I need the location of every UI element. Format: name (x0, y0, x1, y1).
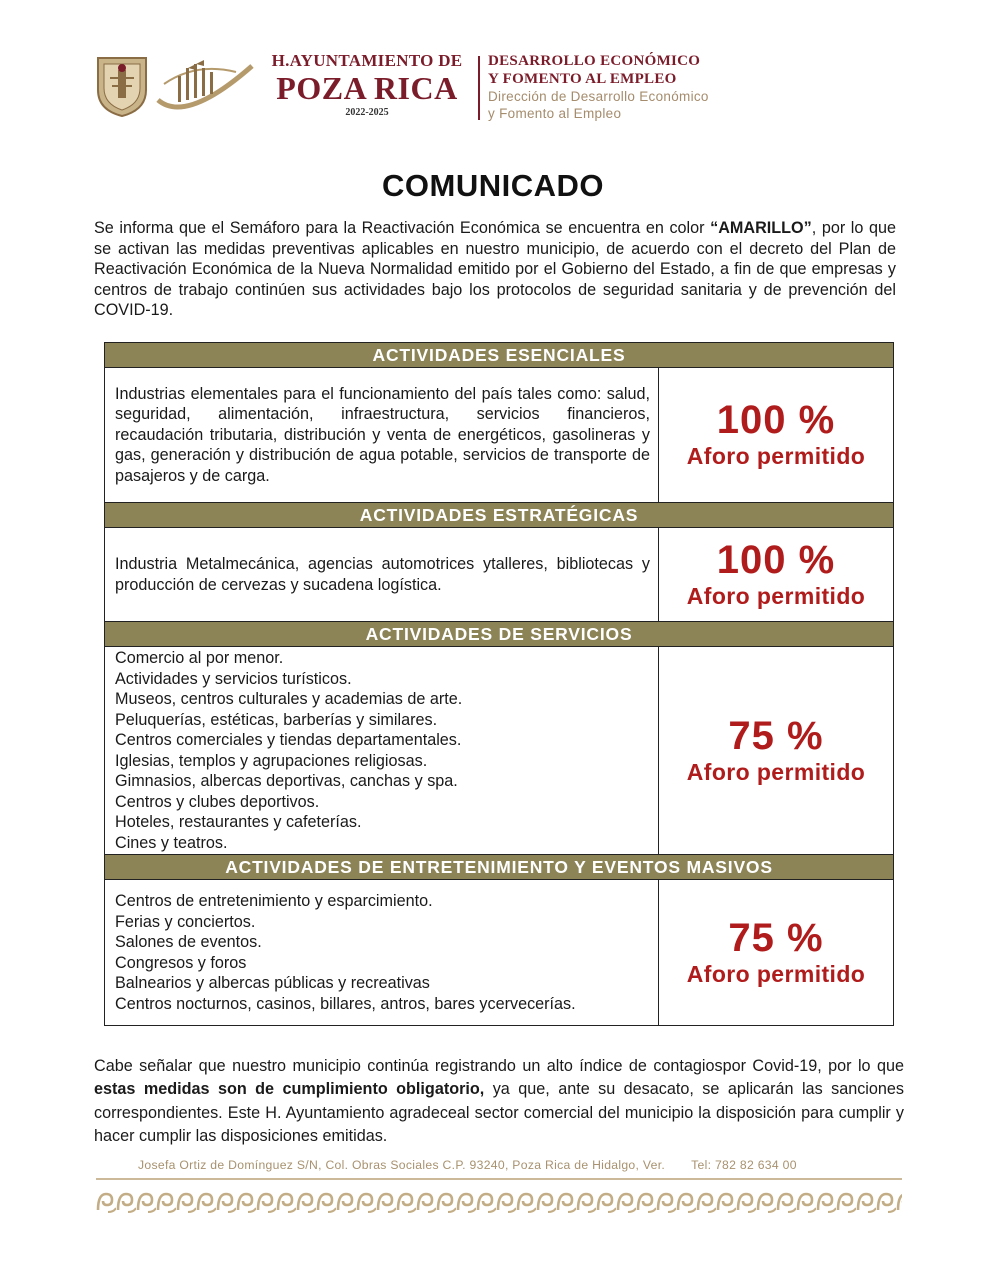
decorative-border (96, 1188, 902, 1216)
section-item-list (105, 647, 659, 855)
closing-text-before: Cabe señalar que nuestro municipio continúa registrando un alto índice de contagiospor Covid-19, por lo que (94, 1057, 904, 1075)
capacity-percent: 75 % (728, 713, 824, 758)
closing-text-after: ya que, ante su desacato, se aplicarán las sanciones correspondientes. Este H. Ayuntamiento agradeceal sector comercial del municipio la disposición para cumplir y hacer cumplir las disposiciones emitidas. (94, 1080, 904, 1145)
list-item: Gimnasios, albercas deportivas, canchas y spa. (115, 772, 458, 790)
list-item: Centros y clubes deportivos. (115, 792, 320, 811)
list-item: Balnearios y albercas públicas y recreativas (115, 974, 430, 992)
list-item: Hoteles, restaurantes y cafeterías. (115, 813, 362, 831)
section-heading-row (105, 503, 894, 528)
intro-text-after: , por lo que se activan las medidas preventivas aplicables en nuestro municipio, de acuerdo con el decreto del Plan de Reactivación Económica de la Nueva Normalidad emitido por el Gobierno del Estado, a fin de que empresas y centros de trabajo continúen sus actividades bajo los protocolos de seguridad sanitaria y de prevención del COVID-19. (94, 219, 896, 319)
list-item: Iglesias, templos y agrupaciones religiosas. (115, 751, 428, 770)
section-heading-row (105, 855, 894, 880)
capacity-label: Aforo permitido (686, 443, 866, 469)
capacity-cell (659, 880, 894, 1026)
capacity-percent: 100 % (716, 537, 836, 582)
list-item: Cines y teatros. (115, 833, 228, 852)
ayuntamiento-line2: POZA RICA (276, 70, 458, 106)
list-item: Centros nocturnos, casinos, billares, antros, bares ycervecerías. (115, 994, 576, 1013)
capacity-label: Aforo permitido (686, 758, 866, 785)
capacity-cell (659, 368, 894, 503)
list-item: Actividades y servicios turísticos. (115, 669, 352, 688)
list-item: Salones de eventos. (115, 933, 262, 951)
section-heading-row (105, 622, 894, 647)
section-heading: ACTIVIDADES DE SERVICIOS (105, 622, 894, 647)
section-heading-row (105, 343, 894, 368)
footer-address-line (138, 1158, 797, 1172)
direction-line2: y Fomento al Empleo (488, 106, 622, 121)
section-row (105, 647, 894, 855)
capacity-cell (659, 647, 894, 855)
ayuntamiento-name (262, 50, 472, 120)
list-item: Peluquerías, estéticas, barberías y similares. (115, 710, 438, 729)
ayuntamiento-line1: H.AYUNTAMIENTO DE (271, 51, 463, 70)
capacity-label: Aforo permitido (686, 960, 866, 987)
list-item: Comercio al por menor. (115, 649, 284, 667)
list-item: Congresos y foros (115, 953, 247, 972)
capacity-percent: 100 % (716, 398, 836, 442)
section-item-list (105, 880, 659, 1026)
section-heading: ACTIVIDADES DE ENTRETENIMIENTO Y EVENTOS MASIVOS (105, 855, 894, 880)
capacity-cell (659, 528, 894, 622)
section-row (105, 368, 894, 503)
section-description-text: Industria Metalmecánica, agencias automotrices ytalleres, bibliotecas y producción de cervezas y sucadena logística. (115, 555, 650, 594)
letterhead (92, 50, 752, 130)
closing-paragraph (94, 1055, 904, 1148)
capacity-percent: 75 % (728, 915, 824, 960)
dept-line2: Y FOMENTO AL EMPLEO (488, 71, 677, 87)
footer-address: Josefa Ortiz de Domínguez S/N, Col. Obras Sociales C.P. 93240, Poza Rica de Hidalgo, Ver. (138, 1158, 666, 1172)
section-heading: ACTIVIDADES ESENCIALES (105, 343, 894, 368)
dept-line1: DESARROLLO ECONÓMICO (488, 53, 701, 69)
department-name (488, 52, 709, 122)
section-description: Industrias elementales para el funcionamiento del país tales como: salud, seguridad, alimentación, infraestructura, servicios financieros, recaudación tributaria, distribución y venta de energéticos, gasolineras y gas, generación y distribución de agua potable, servicios de transporte de pasajeros y de carga. (105, 368, 659, 503)
footer-phone: Tel: 782 82 634 00 (691, 1158, 797, 1172)
page-title: COMUNICADO (382, 168, 604, 203)
section-heading: ACTIVIDADES ESTRATÉGICAS (105, 503, 894, 528)
intro-paragraph (94, 218, 896, 321)
list-item: Ferias y conciertos. (115, 912, 256, 931)
section-row (105, 528, 894, 622)
activities-table (104, 342, 894, 1026)
semaforo-color: “AMARILLO” (710, 219, 812, 237)
list-item: Museos, centros culturales y academias de arte. (115, 690, 463, 708)
section-description (105, 528, 659, 622)
footer-divider (96, 1178, 902, 1180)
direction-line1: Dirección de Desarrollo Económico (488, 89, 709, 104)
section-row (105, 880, 894, 1026)
coat-of-arms-icon (94, 54, 150, 118)
list-item: Centros de entretenimiento y esparcimiento. (115, 892, 433, 910)
capacity-label: Aforo permitido (686, 582, 866, 609)
administration-period: 2022-2025 (345, 107, 389, 118)
list-item: Centros comerciales y tiendas departamentales. (115, 731, 462, 749)
intro-text-before: Se informa que el Semáforo para la Reactivación Económica se encuentra en color (94, 219, 711, 237)
header-divider (478, 56, 480, 120)
closing-emphasis: estas medidas son de cumplimiento obligatorio, (94, 1080, 485, 1099)
monument-emblem-icon (156, 54, 254, 120)
